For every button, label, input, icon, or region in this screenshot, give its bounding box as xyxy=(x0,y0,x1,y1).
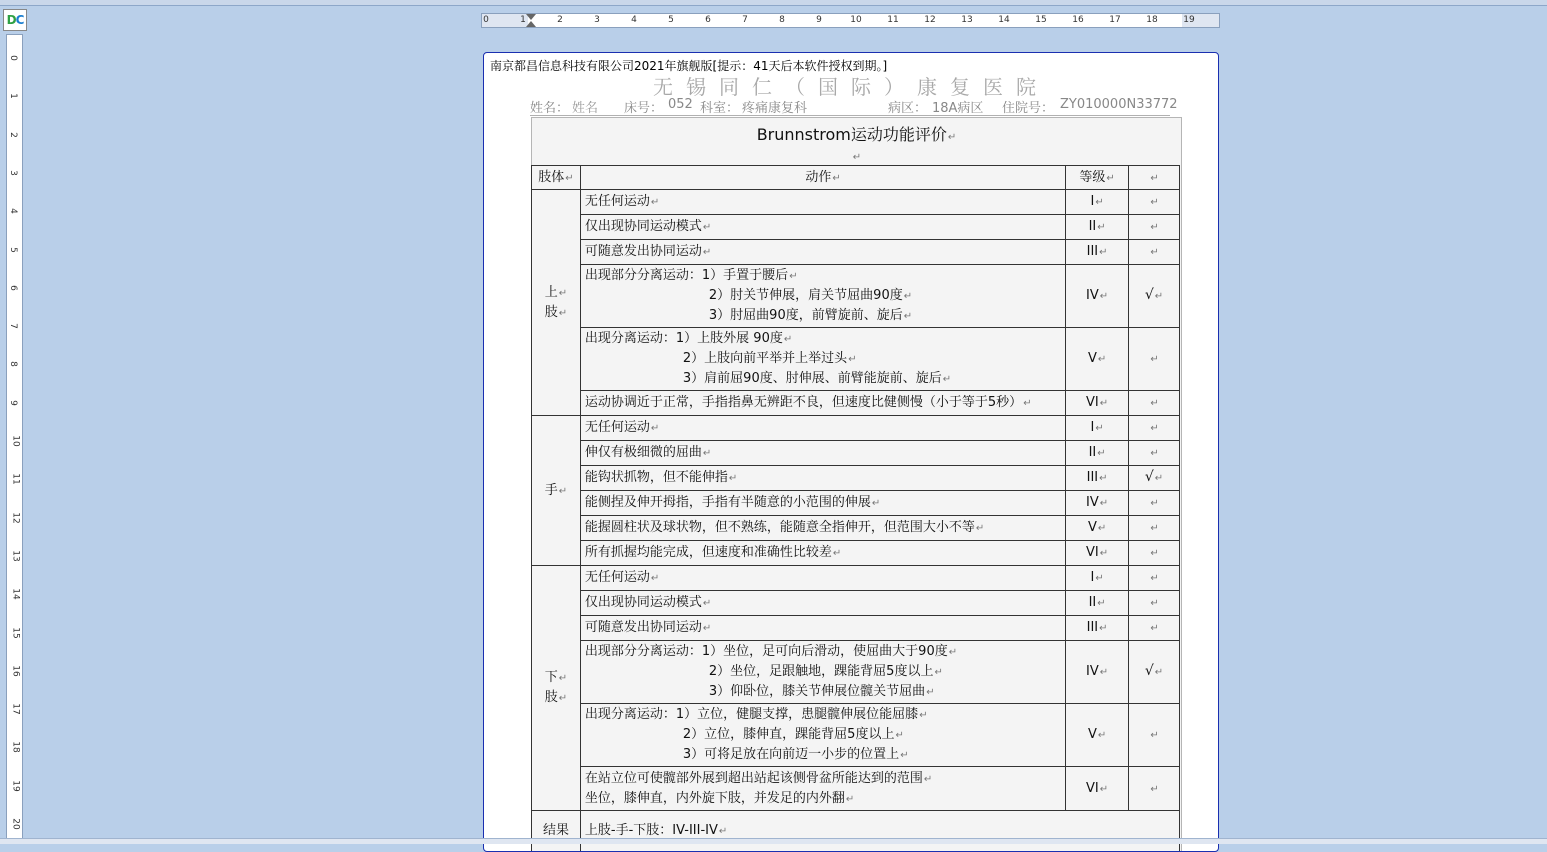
table-row xyxy=(532,416,1180,441)
mark-cell[interactable]: ↵ xyxy=(1129,328,1180,391)
check-mark-icon[interactable]: √↵ xyxy=(1129,641,1180,704)
grade-cell: IV↵ xyxy=(1066,641,1129,704)
table-row xyxy=(532,215,1180,240)
ruler-tick: 13 xyxy=(11,550,21,561)
action-text: 所有抓握均能完成，但速度和准确性比较差↵ xyxy=(585,545,841,560)
action-text: 3）仰卧位，膝关节伸展位髋关节屈曲↵ xyxy=(585,682,1061,702)
action-text: 可随意发出协同运动↵ xyxy=(585,620,711,635)
grade-cell: III↵ xyxy=(1066,616,1129,641)
grade-cell: III↵ xyxy=(1066,466,1129,491)
ruler-tick: 9 xyxy=(8,400,18,406)
action-cell[interactable] xyxy=(580,441,1065,466)
action-text: 能钩状抓物，但不能伸指↵ xyxy=(585,470,737,485)
check-mark-icon[interactable]: √↵ xyxy=(1129,466,1180,491)
table-row xyxy=(532,591,1180,616)
table-row xyxy=(532,566,1180,591)
action-text: 出现分离运动：1）上肢外展 90度↵ xyxy=(585,331,792,346)
bed-label: 床号： xyxy=(624,97,663,116)
limb-cell: 下↵ 肢↵ xyxy=(532,566,581,811)
ward-value[interactable]: 18A病区 xyxy=(932,97,983,116)
ruler-tick: 9 xyxy=(816,15,822,25)
name-label: 姓名： xyxy=(530,97,569,116)
horizontal-scrollbar[interactable] xyxy=(0,838,1547,844)
action-cell[interactable] xyxy=(580,240,1065,265)
action-text: 能握圆柱状及球状物，但不熟练，能随意全指伸开，但范围大小不等↵ xyxy=(585,520,984,535)
ruler-tick: 4 xyxy=(8,208,18,214)
action-cell[interactable] xyxy=(580,704,1065,767)
ruler-tick: 14 xyxy=(998,15,1009,25)
grade-cell: VI↵ xyxy=(1066,767,1129,811)
mark-cell[interactable]: ↵ xyxy=(1129,190,1180,215)
action-cell[interactable] xyxy=(580,328,1065,391)
ruler-tick: 13 xyxy=(961,15,972,25)
grade-cell: V↵ xyxy=(1066,704,1129,767)
action-text: 2）上肢向前平举并上举过头↵ xyxy=(585,349,1061,369)
ruler-tick: 12 xyxy=(924,15,935,25)
mark-cell[interactable]: ↵ xyxy=(1129,441,1180,466)
ruler-tick: 7 xyxy=(742,15,748,25)
action-cell[interactable] xyxy=(580,641,1065,704)
table-row xyxy=(532,516,1180,541)
action-text: 仅出现协同运动模式↵ xyxy=(585,219,711,234)
top-strip xyxy=(0,0,1547,6)
ruler-tick: 15 xyxy=(11,627,21,638)
assessment-sheet xyxy=(531,117,1182,852)
limb-label: 肢 xyxy=(545,690,558,705)
action-text: 2）立位，膝伸直，踝能背屈5度以上↵ xyxy=(585,725,1061,745)
action-text: 伸仅有极细微的屈曲↵ xyxy=(585,445,711,460)
ruler-tick: 8 xyxy=(8,362,18,368)
limb-cell: 上↵ 肢↵ xyxy=(532,190,581,416)
table-row xyxy=(532,190,1180,215)
grade-cell: I↵ xyxy=(1066,416,1129,441)
action-cell[interactable] xyxy=(580,190,1065,215)
table-row xyxy=(532,541,1180,566)
limb-cell: 手↵ xyxy=(532,416,581,566)
ruler-tick: 18 xyxy=(1146,15,1157,25)
action-text: 在站立位可使髋部外展到超出站起该侧骨盆所能达到的范围↵ xyxy=(585,771,932,786)
table-row xyxy=(532,391,1180,416)
ruler-tick: 2 xyxy=(8,132,18,138)
mark-cell[interactable]: ↵ xyxy=(1129,591,1180,616)
action-text: 2）肘关节伸展，肩关节屈曲90度↵ xyxy=(585,286,1061,306)
ruler-tick: 5 xyxy=(668,15,674,25)
limb-header: 肢体↵ xyxy=(532,166,581,190)
mark-cell[interactable]: ↵ xyxy=(1129,215,1180,240)
ruler-tick: 15 xyxy=(1035,15,1046,25)
ruler-tick: 4 xyxy=(631,15,637,25)
grade-cell: I↵ xyxy=(1066,190,1129,215)
ruler-tick: 10 xyxy=(850,15,861,25)
mark-cell[interactable]: ↵ xyxy=(1129,516,1180,541)
ruler-tick: 2 xyxy=(557,15,563,25)
action-text: 坐位，膝伸直，内外旋下肢，并发足的内外翻↵ xyxy=(585,789,1061,809)
grade-cell: II↵ xyxy=(1066,215,1129,240)
action-text: 3）肩前屈90度、肘伸展、前臂能旋前、旋后↵ xyxy=(585,369,1061,389)
grade-cell: II↵ xyxy=(1066,591,1129,616)
action-cell[interactable] xyxy=(580,541,1065,566)
grade-cell: V↵ xyxy=(1066,328,1129,391)
mark-cell[interactable]: ↵ xyxy=(1129,616,1180,641)
mark-cell[interactable]: ↵ xyxy=(1129,416,1180,441)
action-cell[interactable] xyxy=(580,516,1065,541)
patient-info-bar xyxy=(530,97,1170,116)
table-row xyxy=(532,466,1180,491)
ruler-tick: 20 xyxy=(11,818,21,829)
ruler-tick: 1 xyxy=(8,93,18,99)
action-cell[interactable] xyxy=(580,566,1065,591)
ruler-tick: 8 xyxy=(779,15,785,25)
mark-cell[interactable]: ↵ xyxy=(1129,391,1180,416)
ruler-tick: 19 xyxy=(1183,15,1194,25)
grade-cell: VI↵ xyxy=(1066,391,1129,416)
mark-cell[interactable]: ↵ xyxy=(1129,704,1180,767)
mark-cell[interactable]: ↵ xyxy=(1129,491,1180,516)
limb-label: 上 xyxy=(545,285,558,300)
hospital-title: 无锡同仁（国际）康复医院 xyxy=(484,71,1218,100)
table-row xyxy=(532,328,1180,391)
action-text: 无任何运动↵ xyxy=(585,420,659,435)
mark-header: ↵ xyxy=(1129,166,1180,190)
action-cell[interactable] xyxy=(580,215,1065,240)
ruler-tick: 3 xyxy=(594,15,600,25)
mark-cell[interactable]: ↵ xyxy=(1129,240,1180,265)
table-row xyxy=(532,616,1180,641)
action-text: 无任何运动↵ xyxy=(585,194,659,209)
ruler-tick: 6 xyxy=(705,15,711,25)
ruler-tick: 11 xyxy=(11,474,21,485)
action-cell[interactable] xyxy=(580,591,1065,616)
grade-cell: II↵ xyxy=(1066,441,1129,466)
action-cell[interactable] xyxy=(580,391,1065,416)
action-cell[interactable] xyxy=(580,767,1065,811)
ward-label: 病区： xyxy=(888,97,927,116)
result-value[interactable]: 上肢-手-下肢：IV-III-IV↵ xyxy=(580,811,1179,852)
action-text: 运动协调近于正常，手指指鼻无辨距不良，但速度比健侧慢（小于等于5秒）↵ xyxy=(585,395,1032,410)
ruler-tick: 7 xyxy=(8,323,18,329)
action-text: 3）肘屈曲90度，前臂旋前、旋后↵ xyxy=(585,306,1061,326)
hanging-indent-marker[interactable] xyxy=(526,21,536,27)
table-row xyxy=(532,240,1180,265)
action-cell[interactable] xyxy=(580,491,1065,516)
ruler-tick: 0 xyxy=(483,15,489,25)
action-cell[interactable] xyxy=(580,416,1065,441)
bed-value[interactable]: 052 xyxy=(668,97,693,112)
action-cell[interactable] xyxy=(580,616,1065,641)
ruler-tick: 11 xyxy=(887,15,898,25)
document-page[interactable] xyxy=(483,52,1219,852)
table-row xyxy=(532,265,1180,328)
table-row xyxy=(532,641,1180,704)
action-text: 出现部分分离运动：1）坐位，足可向后滑动，使屈曲大于90度↵ xyxy=(585,644,957,659)
grade-cell: VI↵ xyxy=(1066,541,1129,566)
ruler-tick: 17 xyxy=(11,703,21,714)
action-text: 无任何运动↵ xyxy=(585,570,659,585)
ruler-tick: 16 xyxy=(11,665,21,676)
grade-cell: IV↵ xyxy=(1066,491,1129,516)
grade-cell: I↵ xyxy=(1066,566,1129,591)
admission-label: 住院号： xyxy=(1002,97,1054,116)
action-text: 出现部分分离运动：1）手置于腰后↵ xyxy=(585,268,798,283)
ruler-tick: 19 xyxy=(11,780,21,791)
action-text: 出现分离运动：1）立位，健腿支撑，患腿髋伸展位能屈膝↵ xyxy=(585,707,928,722)
grade-cell: IV↵ xyxy=(1066,265,1129,328)
action-cell[interactable] xyxy=(580,466,1065,491)
admission-value[interactable]: ZY010000N33772 xyxy=(1060,97,1178,112)
check-mark-icon[interactable]: √↵ xyxy=(1129,265,1180,328)
grade-header: 等级↵ xyxy=(1066,166,1129,190)
table-header-row xyxy=(532,166,1180,190)
first-line-indent-marker[interactable] xyxy=(526,14,536,20)
mark-cell[interactable]: ↵ xyxy=(1129,566,1180,591)
license-watermark: 南京都昌信息科技有限公司2021年旗舰版[提示：41天后本软件授权到期。] xyxy=(490,57,887,74)
ruler-tick: 10 xyxy=(11,435,21,446)
action-text: 2）坐位，足跟触地，踝能背屈5度以上↵ xyxy=(585,662,1061,682)
vertical-ruler[interactable] xyxy=(6,34,23,839)
table-row xyxy=(532,767,1180,811)
ruler-tick: 14 xyxy=(11,588,21,599)
horizontal-ruler[interactable] xyxy=(481,13,1220,28)
grade-cell: III↵ xyxy=(1066,240,1129,265)
action-text: 能侧捏及伸开拇指，手指有半随意的小范围的伸展↵ xyxy=(585,495,880,510)
ruler-tick: 12 xyxy=(11,512,21,523)
grade-cell: V↵ xyxy=(1066,516,1129,541)
action-cell[interactable] xyxy=(580,265,1065,328)
result-label: 结果 xyxy=(532,811,581,852)
ruler-tick: 16 xyxy=(1072,15,1083,25)
ruler-tick: 5 xyxy=(8,247,18,253)
action-text: 可随意发出协同运动↵ xyxy=(585,244,711,259)
ruler-tick: 17 xyxy=(1109,15,1120,25)
action-header: 动作↵ xyxy=(580,166,1065,190)
mark-cell[interactable]: ↵ xyxy=(1129,541,1180,566)
limb-label: 手 xyxy=(545,483,558,498)
dept-value[interactable]: 疼痛康复科 xyxy=(742,97,807,116)
mark-cell[interactable]: ↵ xyxy=(1129,767,1180,811)
table-row xyxy=(532,491,1180,516)
app-logo-icon[interactable]: D C xyxy=(3,9,27,31)
table-row xyxy=(532,704,1180,767)
ruler-tick: 18 xyxy=(11,742,21,753)
limb-label: 肢 xyxy=(545,305,558,320)
result-row xyxy=(532,811,1180,852)
dept-label: 科室： xyxy=(700,97,739,116)
ruler-tick: 3 xyxy=(8,170,18,176)
name-value[interactable]: 姓名 xyxy=(572,97,598,116)
ruler-tick: 1 xyxy=(520,15,526,25)
action-text: 仅出现协同运动模式↵ xyxy=(585,595,711,610)
assessment-table xyxy=(531,165,1180,852)
ruler-tick: 6 xyxy=(8,285,18,291)
action-text: 3）可将足放在向前迈一小步的位置上↵ xyxy=(585,745,1061,765)
limb-label: 下 xyxy=(545,670,558,685)
ruler-tick: 0 xyxy=(8,55,18,61)
form-title: Brunnstrom运动功能评价↵ ↵ xyxy=(532,122,1181,164)
table-row xyxy=(532,441,1180,466)
